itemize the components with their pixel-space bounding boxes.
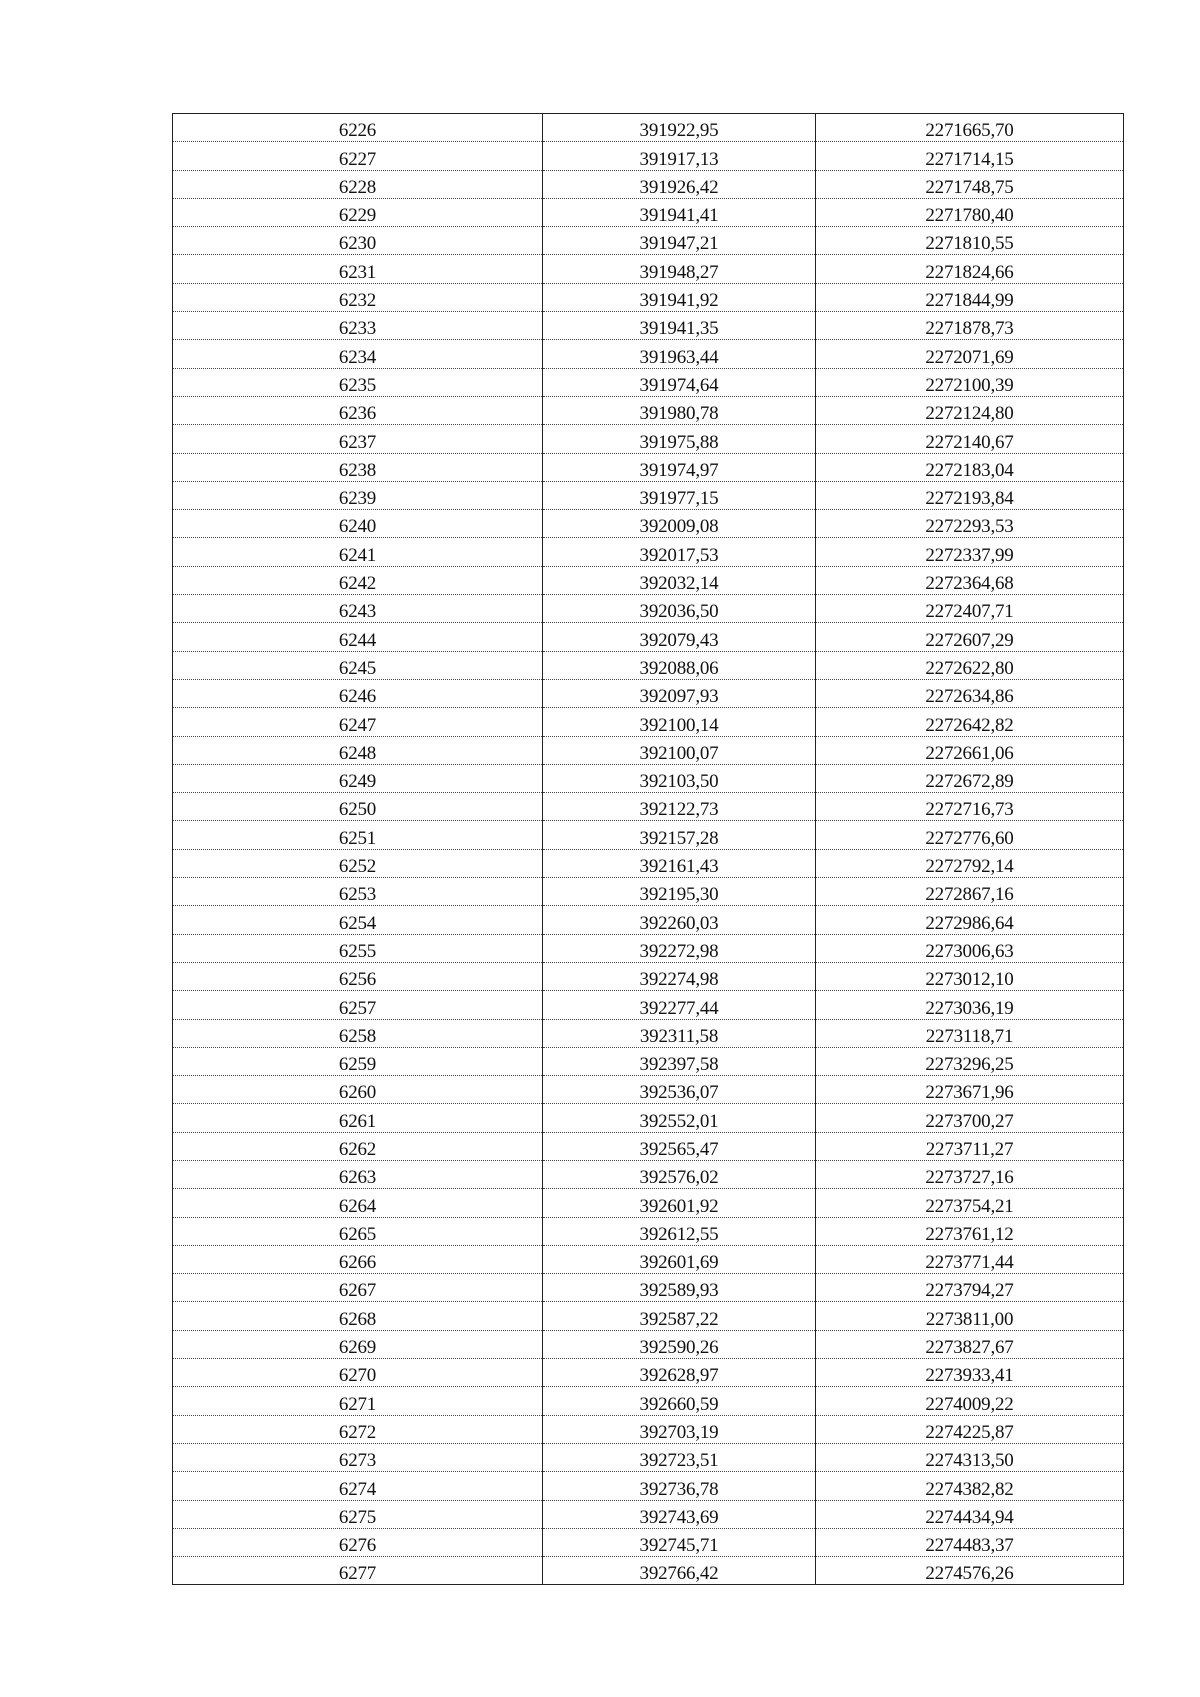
point-number-cell: 6237 [173, 425, 543, 453]
point-number-cell: 6275 [173, 1500, 543, 1528]
y-coordinate-cell: 2272407,71 [816, 595, 1124, 623]
x-coordinate-cell: 392601,69 [543, 1245, 816, 1273]
x-coordinate-cell: 392032,14 [543, 566, 816, 594]
y-coordinate-cell: 2274009,22 [816, 1387, 1124, 1415]
table-row [173, 934, 1124, 962]
y-coordinate-cell: 2271810,55 [816, 227, 1124, 255]
table-row [173, 651, 1124, 679]
point-number-cell: 6229 [173, 198, 543, 226]
x-coordinate-cell: 392565,47 [543, 1132, 816, 1160]
x-coordinate-cell: 392552,01 [543, 1104, 816, 1132]
point-number-cell: 6242 [173, 566, 543, 594]
y-coordinate-cell: 2274483,37 [816, 1528, 1124, 1556]
table-row [173, 1330, 1124, 1358]
y-coordinate-cell: 2273118,71 [816, 1019, 1124, 1047]
table-row [173, 1245, 1124, 1273]
point-number-cell: 6231 [173, 255, 543, 283]
table-row [173, 1415, 1124, 1443]
point-number-cell: 6276 [173, 1528, 543, 1556]
y-coordinate-cell: 2271748,75 [816, 170, 1124, 198]
x-coordinate-cell: 391941,41 [543, 198, 816, 226]
x-coordinate-cell: 392587,22 [543, 1302, 816, 1330]
x-coordinate-cell: 392017,53 [543, 538, 816, 566]
point-number-cell: 6274 [173, 1472, 543, 1500]
point-number-cell: 6249 [173, 764, 543, 792]
table-row [173, 708, 1124, 736]
point-number-cell: 6255 [173, 934, 543, 962]
point-number-cell: 6247 [173, 708, 543, 736]
point-number-cell: 6236 [173, 396, 543, 424]
y-coordinate-cell: 2273036,19 [816, 991, 1124, 1019]
point-number-cell: 6271 [173, 1387, 543, 1415]
x-coordinate-cell: 392100,07 [543, 736, 816, 764]
table-row [173, 764, 1124, 792]
point-number-cell: 6227 [173, 142, 543, 170]
y-coordinate-cell: 2271780,40 [816, 198, 1124, 226]
point-number-cell: 6273 [173, 1443, 543, 1471]
x-coordinate-cell: 392612,55 [543, 1217, 816, 1245]
y-coordinate-cell: 2273933,41 [816, 1359, 1124, 1387]
x-coordinate-cell: 392576,02 [543, 1160, 816, 1188]
x-coordinate-cell: 392766,42 [543, 1557, 816, 1585]
point-number-cell: 6250 [173, 793, 543, 821]
table-row [173, 1557, 1124, 1585]
x-coordinate-cell: 392088,06 [543, 651, 816, 679]
table-row [173, 1132, 1124, 1160]
table-row [173, 1019, 1124, 1047]
point-number-cell: 6269 [173, 1330, 543, 1358]
y-coordinate-cell: 2272293,53 [816, 510, 1124, 538]
point-number-cell: 6228 [173, 170, 543, 198]
x-coordinate-cell: 392161,43 [543, 849, 816, 877]
point-number-cell: 6245 [173, 651, 543, 679]
point-number-cell: 6233 [173, 312, 543, 340]
point-number-cell: 6253 [173, 878, 543, 906]
y-coordinate-cell: 2272622,80 [816, 651, 1124, 679]
x-coordinate-cell: 391947,21 [543, 227, 816, 255]
y-coordinate-cell: 2271844,99 [816, 283, 1124, 311]
table-row [173, 991, 1124, 1019]
table-row [173, 793, 1124, 821]
point-number-cell: 6226 [173, 114, 543, 142]
point-number-cell: 6272 [173, 1415, 543, 1443]
point-number-cell: 6244 [173, 623, 543, 651]
y-coordinate-cell: 2273671,96 [816, 1076, 1124, 1104]
point-number-cell: 6238 [173, 453, 543, 481]
table-row [173, 1076, 1124, 1104]
table-row [173, 1302, 1124, 1330]
point-number-cell: 6240 [173, 510, 543, 538]
x-coordinate-cell: 392009,08 [543, 510, 816, 538]
y-coordinate-cell: 2272607,29 [816, 623, 1124, 651]
coordinates-table-body [173, 114, 1124, 1585]
table-row [173, 340, 1124, 368]
table-row [173, 878, 1124, 906]
table-row [173, 312, 1124, 340]
table-row [173, 538, 1124, 566]
point-number-cell: 6270 [173, 1359, 543, 1387]
point-number-cell: 6235 [173, 368, 543, 396]
y-coordinate-cell: 2272337,99 [816, 538, 1124, 566]
x-coordinate-cell: 392736,78 [543, 1472, 816, 1500]
point-number-cell: 6265 [173, 1217, 543, 1245]
table-row [173, 1387, 1124, 1415]
table-row [173, 425, 1124, 453]
y-coordinate-cell: 2273827,67 [816, 1330, 1124, 1358]
table-row [173, 227, 1124, 255]
table-row [173, 1189, 1124, 1217]
point-number-cell: 6277 [173, 1557, 543, 1585]
point-number-cell: 6261 [173, 1104, 543, 1132]
y-coordinate-cell: 2274225,87 [816, 1415, 1124, 1443]
point-number-cell: 6248 [173, 736, 543, 764]
table-row [173, 114, 1124, 142]
y-coordinate-cell: 2273006,63 [816, 934, 1124, 962]
y-coordinate-cell: 2272716,73 [816, 793, 1124, 821]
y-coordinate-cell: 2271878,73 [816, 312, 1124, 340]
x-coordinate-cell: 391941,35 [543, 312, 816, 340]
y-coordinate-cell: 2273761,12 [816, 1217, 1124, 1245]
point-number-cell: 6263 [173, 1160, 543, 1188]
table-row [173, 595, 1124, 623]
coordinates-table [172, 113, 1124, 1585]
y-coordinate-cell: 2272183,04 [816, 453, 1124, 481]
x-coordinate-cell: 391977,15 [543, 481, 816, 509]
table-row [173, 255, 1124, 283]
table-row [173, 283, 1124, 311]
x-coordinate-cell: 392157,28 [543, 821, 816, 849]
table-row [173, 1274, 1124, 1302]
point-number-cell: 6264 [173, 1189, 543, 1217]
y-coordinate-cell: 2274382,82 [816, 1472, 1124, 1500]
table-row [173, 1500, 1124, 1528]
x-coordinate-cell: 391974,64 [543, 368, 816, 396]
table-row [173, 906, 1124, 934]
table-row [173, 1160, 1124, 1188]
x-coordinate-cell: 392743,69 [543, 1500, 816, 1528]
point-number-cell: 6258 [173, 1019, 543, 1047]
y-coordinate-cell: 2272672,89 [816, 764, 1124, 792]
table-row [173, 736, 1124, 764]
table-row [173, 510, 1124, 538]
point-number-cell: 6243 [173, 595, 543, 623]
y-coordinate-cell: 2274576,26 [816, 1557, 1124, 1585]
y-coordinate-cell: 2273012,10 [816, 962, 1124, 990]
table-row [173, 1104, 1124, 1132]
x-coordinate-cell: 392195,30 [543, 878, 816, 906]
table-row [173, 962, 1124, 990]
point-number-cell: 6246 [173, 679, 543, 707]
point-number-cell: 6230 [173, 227, 543, 255]
table-row [173, 679, 1124, 707]
table-row [173, 821, 1124, 849]
x-coordinate-cell: 392272,98 [543, 934, 816, 962]
y-coordinate-cell: 2273727,16 [816, 1160, 1124, 1188]
x-coordinate-cell: 392723,51 [543, 1443, 816, 1471]
point-number-cell: 6252 [173, 849, 543, 877]
table-row [173, 368, 1124, 396]
y-coordinate-cell: 2273771,44 [816, 1245, 1124, 1273]
point-number-cell: 6234 [173, 340, 543, 368]
y-coordinate-cell: 2272140,67 [816, 425, 1124, 453]
x-coordinate-cell: 392274,98 [543, 962, 816, 990]
x-coordinate-cell: 392703,19 [543, 1415, 816, 1443]
table-row [173, 1528, 1124, 1556]
x-coordinate-cell: 391926,42 [543, 170, 816, 198]
point-number-cell: 6232 [173, 283, 543, 311]
point-number-cell: 6257 [173, 991, 543, 1019]
point-number-cell: 6267 [173, 1274, 543, 1302]
y-coordinate-cell: 2272100,39 [816, 368, 1124, 396]
point-number-cell: 6251 [173, 821, 543, 849]
x-coordinate-cell: 392122,73 [543, 793, 816, 821]
x-coordinate-cell: 392097,93 [543, 679, 816, 707]
x-coordinate-cell: 391975,88 [543, 425, 816, 453]
x-coordinate-cell: 391948,27 [543, 255, 816, 283]
table-row [173, 623, 1124, 651]
x-coordinate-cell: 391974,97 [543, 453, 816, 481]
x-coordinate-cell: 392397,58 [543, 1047, 816, 1075]
y-coordinate-cell: 2272661,06 [816, 736, 1124, 764]
point-number-cell: 6241 [173, 538, 543, 566]
y-coordinate-cell: 2272634,86 [816, 679, 1124, 707]
point-number-cell: 6260 [173, 1076, 543, 1104]
table-row [173, 1443, 1124, 1471]
x-coordinate-cell: 392536,07 [543, 1076, 816, 1104]
point-number-cell: 6259 [173, 1047, 543, 1075]
point-number-cell: 6254 [173, 906, 543, 934]
y-coordinate-cell: 2272986,64 [816, 906, 1124, 934]
table-row [173, 142, 1124, 170]
y-coordinate-cell: 2271824,66 [816, 255, 1124, 283]
x-coordinate-cell: 392311,58 [543, 1019, 816, 1047]
y-coordinate-cell: 2272071,69 [816, 340, 1124, 368]
x-coordinate-cell: 392260,03 [543, 906, 816, 934]
y-coordinate-cell: 2272124,80 [816, 396, 1124, 424]
x-coordinate-cell: 392079,43 [543, 623, 816, 651]
y-coordinate-cell: 2271714,15 [816, 142, 1124, 170]
table-row [173, 566, 1124, 594]
y-coordinate-cell: 2273296,25 [816, 1047, 1124, 1075]
table-row [173, 1047, 1124, 1075]
x-coordinate-cell: 392277,44 [543, 991, 816, 1019]
table-row [173, 396, 1124, 424]
point-number-cell: 6239 [173, 481, 543, 509]
point-number-cell: 6256 [173, 962, 543, 990]
y-coordinate-cell: 2272642,82 [816, 708, 1124, 736]
table-row [173, 481, 1124, 509]
x-coordinate-cell: 392628,97 [543, 1359, 816, 1387]
table-row [173, 1217, 1124, 1245]
table-row [173, 170, 1124, 198]
y-coordinate-cell: 2273711,27 [816, 1132, 1124, 1160]
x-coordinate-cell: 392100,14 [543, 708, 816, 736]
y-coordinate-cell: 2272193,84 [816, 481, 1124, 509]
y-coordinate-cell: 2272867,16 [816, 878, 1124, 906]
y-coordinate-cell: 2271665,70 [816, 114, 1124, 142]
y-coordinate-cell: 2274313,50 [816, 1443, 1124, 1471]
x-coordinate-cell: 392745,71 [543, 1528, 816, 1556]
x-coordinate-cell: 392103,50 [543, 764, 816, 792]
table-row [173, 849, 1124, 877]
x-coordinate-cell: 391980,78 [543, 396, 816, 424]
point-number-cell: 6266 [173, 1245, 543, 1273]
y-coordinate-cell: 2273794,27 [816, 1274, 1124, 1302]
x-coordinate-cell: 391922,95 [543, 114, 816, 142]
table-row [173, 453, 1124, 481]
table-row [173, 1359, 1124, 1387]
table-row [173, 1472, 1124, 1500]
x-coordinate-cell: 392660,59 [543, 1387, 816, 1415]
point-number-cell: 6268 [173, 1302, 543, 1330]
x-coordinate-cell: 392601,92 [543, 1189, 816, 1217]
y-coordinate-cell: 2272792,14 [816, 849, 1124, 877]
x-coordinate-cell: 392589,93 [543, 1274, 816, 1302]
table-row [173, 198, 1124, 226]
point-number-cell: 6262 [173, 1132, 543, 1160]
y-coordinate-cell: 2272364,68 [816, 566, 1124, 594]
y-coordinate-cell: 2273754,21 [816, 1189, 1124, 1217]
x-coordinate-cell: 391941,92 [543, 283, 816, 311]
y-coordinate-cell: 2273811,00 [816, 1302, 1124, 1330]
x-coordinate-cell: 392036,50 [543, 595, 816, 623]
x-coordinate-cell: 391917,13 [543, 142, 816, 170]
x-coordinate-cell: 392590,26 [543, 1330, 816, 1358]
y-coordinate-cell: 2273700,27 [816, 1104, 1124, 1132]
y-coordinate-cell: 2272776,60 [816, 821, 1124, 849]
y-coordinate-cell: 2274434,94 [816, 1500, 1124, 1528]
x-coordinate-cell: 391963,44 [543, 340, 816, 368]
